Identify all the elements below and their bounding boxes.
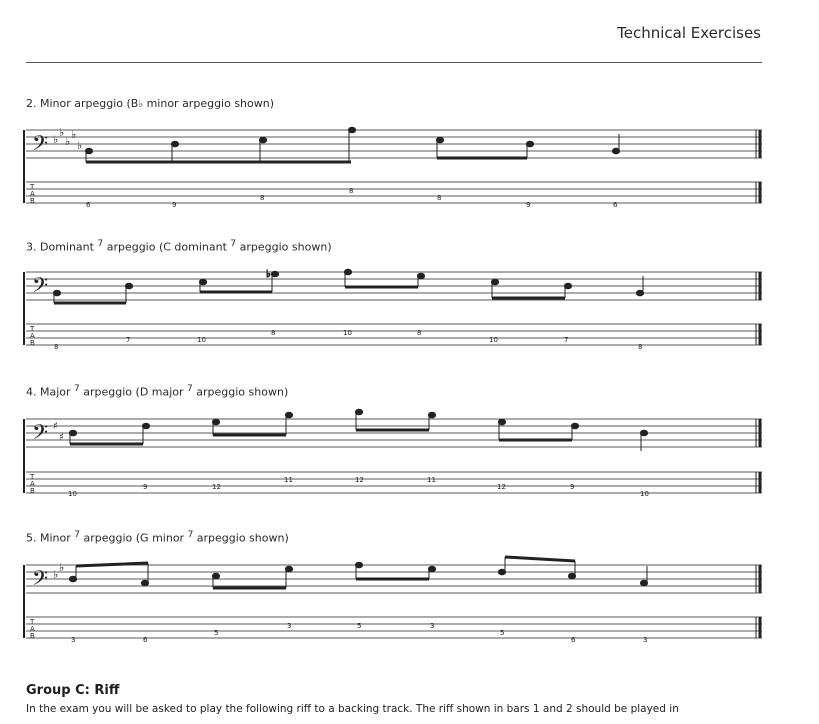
fret-number: 8 <box>638 343 643 351</box>
superscript-seven: 7 <box>230 239 237 249</box>
bass-clef-icon: 𝄢 <box>32 273 49 302</box>
exercise-5-system <box>24 565 762 638</box>
fret-number: 8 <box>54 343 59 351</box>
fret-number: 6 <box>571 636 576 644</box>
fret-number: 8 <box>437 194 442 202</box>
exercise-3-system <box>24 272 762 345</box>
fret-number: 8 <box>349 187 354 195</box>
tab-letter: B <box>30 487 35 495</box>
fret-number: 11 <box>284 476 293 484</box>
tab-letter: T <box>30 473 35 481</box>
bass-clef-icon: 𝄢 <box>32 566 49 595</box>
fret-number: 5 <box>214 629 219 637</box>
fret-number: 7 <box>564 336 569 344</box>
fret-number: 12 <box>212 483 221 491</box>
bass-clef-icon: 𝄢 <box>32 420 49 449</box>
exercise-4-notes <box>69 409 647 451</box>
beam <box>76 563 148 566</box>
fret-number: 3 <box>287 622 292 630</box>
fret-number: 10 <box>68 490 77 498</box>
flat-icon: ♭ <box>77 139 83 152</box>
page-title: Technical Exercises <box>617 24 761 42</box>
tab-letter: T <box>30 325 35 333</box>
bass-clef-icon: 𝄢 <box>32 131 49 160</box>
flat-icon: ♭ <box>65 135 71 148</box>
fret-number: 8 <box>260 194 265 202</box>
superscript-seven: 7 <box>74 530 80 540</box>
exercise-2-system <box>24 130 762 203</box>
tab-letter: A <box>30 332 35 340</box>
exercise-title-text: 3. Dominant <box>26 240 98 254</box>
exercise-title-text: arpeggio shown) <box>192 385 289 399</box>
fret-number: 5 <box>357 622 362 630</box>
fret-number: 3 <box>643 636 648 644</box>
flat-icon: ♭ <box>53 133 59 146</box>
fret-number: 9 <box>526 201 531 209</box>
exercise-5-notes <box>69 557 647 588</box>
exercise-title-text: arpeggio shown) <box>236 240 332 254</box>
exercise-2-glyphs <box>29 126 82 205</box>
fret-number: 11 <box>427 476 436 484</box>
exercise-5-glyphs <box>29 561 64 640</box>
flat-icon: ♭ <box>53 568 59 581</box>
fret-number: 9 <box>172 201 177 209</box>
tab-lines <box>26 617 762 638</box>
exercise-3-frets <box>54 329 642 351</box>
fret-number: 8 <box>417 329 422 337</box>
exercise-4-glyphs <box>29 420 64 495</box>
beam <box>505 557 575 561</box>
tab-lines <box>26 472 762 493</box>
tab-letter: A <box>30 625 35 633</box>
staff-lines <box>26 130 762 158</box>
flat-icon: ♭ <box>71 128 77 141</box>
fret-number: 12 <box>497 483 506 491</box>
tab-letter: B <box>30 632 35 640</box>
tab-letter: T <box>30 183 35 191</box>
superscript-seven: 7 <box>187 384 193 394</box>
fret-number: 3 <box>430 622 435 630</box>
flat-icon: ♭ <box>59 561 65 574</box>
fret-number: 10 <box>640 490 649 498</box>
fret-number: 6 <box>613 201 618 209</box>
fret-number: 6 <box>86 201 91 209</box>
superscript-seven: 7 <box>187 530 194 540</box>
flat-icon: ♭ <box>59 126 65 139</box>
fret-number: 6 <box>143 636 148 644</box>
exercise-title-text: arpeggio (C dominant <box>103 240 231 254</box>
sharp-icon: ♯ <box>53 421 58 432</box>
exercise-title-text: 4. Major <box>26 385 75 399</box>
exercise-title-text: minor arpeggio shown) <box>143 97 275 110</box>
fret-number: 8 <box>271 329 276 337</box>
fret-number: 3 <box>71 636 76 644</box>
flat-icon: ♭ <box>266 269 271 280</box>
exercise-title-text: arpeggio (D major <box>79 385 188 399</box>
group-c-body: In the exam you will be asked to play the following riff to a backing track. The riff shown in bars 1 and 2 should be played in <box>26 703 679 715</box>
exercise-title-text: arpeggio (G minor <box>80 531 188 545</box>
exercise-3-glyphs <box>29 273 48 347</box>
fret-number: 10 <box>343 329 352 337</box>
fret-number: 7 <box>126 336 131 344</box>
tab-letter: A <box>30 190 35 198</box>
fret-number: 10 <box>197 336 206 344</box>
fret-number: 5 <box>500 629 505 637</box>
superscript-seven: 7 <box>97 239 104 249</box>
fret-number: 10 <box>489 336 498 344</box>
tab-letter: A <box>30 480 35 488</box>
tab-letter: T <box>30 618 35 626</box>
exercise-2-frets <box>86 187 618 209</box>
group-c-title: Group C: Riff <box>26 683 120 698</box>
fret-number: 9 <box>570 483 575 491</box>
sharp-icon: ♯ <box>59 432 64 443</box>
tab-letter: B <box>30 339 35 347</box>
fret-number: 12 <box>355 476 364 484</box>
exercise-title-text: 2. Minor arpeggio (B <box>26 97 139 110</box>
exercise-title-text: 5. Minor <box>26 531 75 545</box>
flat-icon: ♭ <box>138 99 144 110</box>
fret-number: 9 <box>143 483 148 491</box>
exercise-2-notes <box>85 127 619 162</box>
tab-lines <box>26 324 762 345</box>
exercise-5-frets <box>71 622 647 644</box>
exercise-title-text: arpeggio shown) <box>193 531 289 545</box>
tab-lines <box>26 182 762 203</box>
tab-letter: B <box>30 197 35 205</box>
superscript-seven: 7 <box>74 384 80 394</box>
